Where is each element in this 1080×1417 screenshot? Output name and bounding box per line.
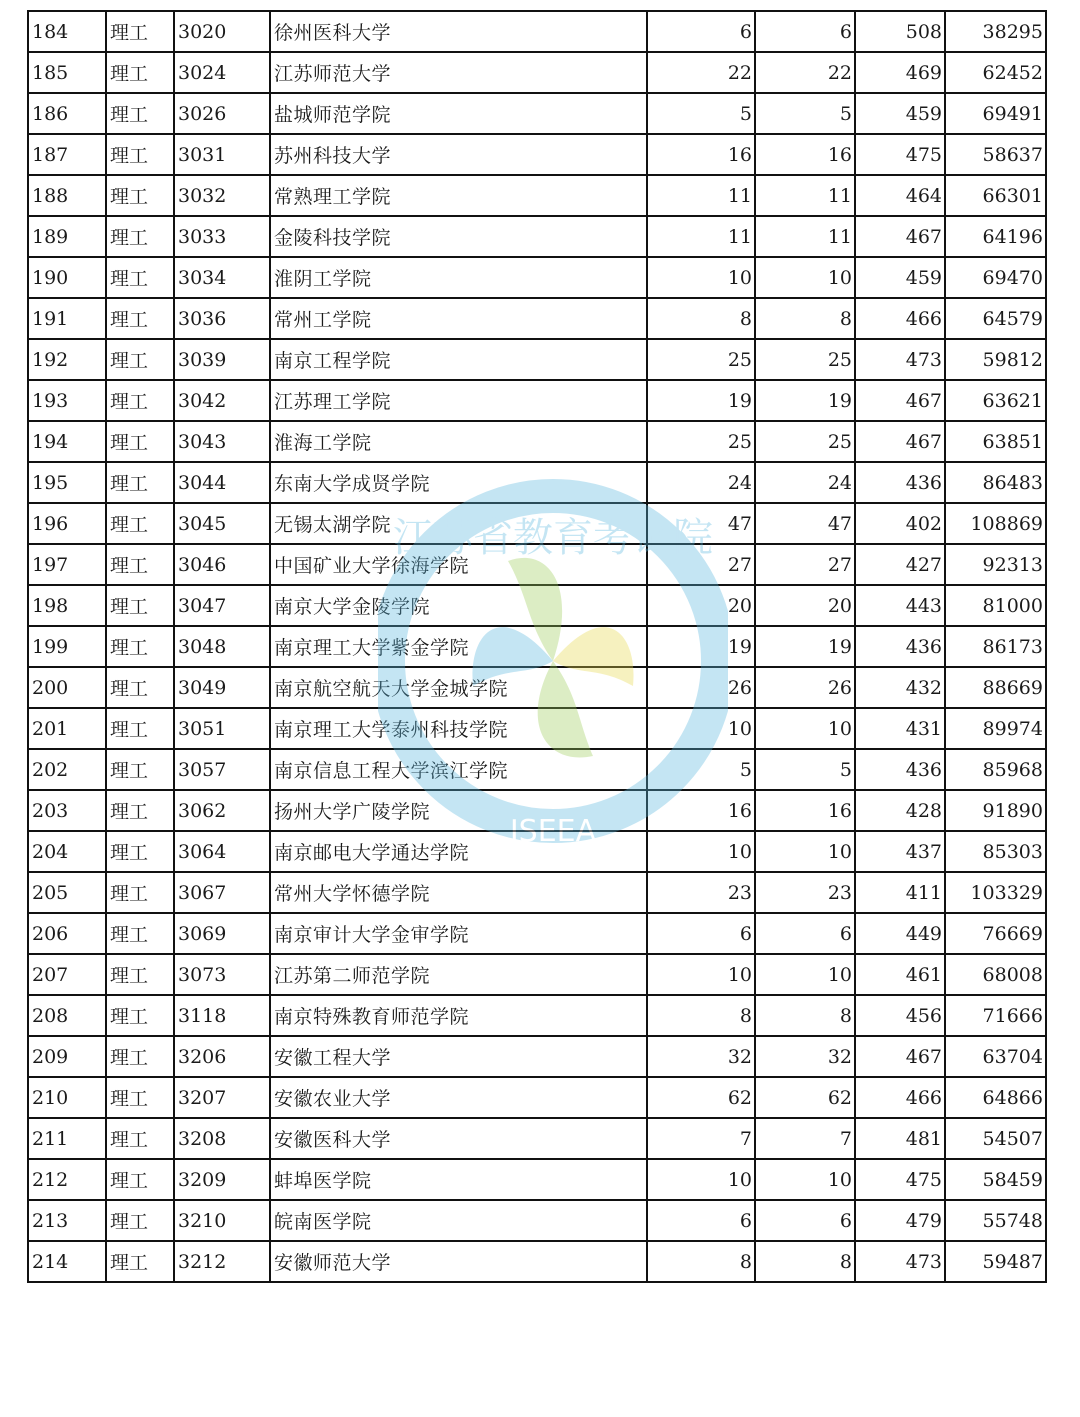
min-rank-cell: 38295 bbox=[945, 11, 1046, 52]
table-row bbox=[28, 667, 1046, 708]
min-score-cell: 473 bbox=[855, 1241, 945, 1282]
min-score-cell: 508 bbox=[855, 11, 945, 52]
min-rank-cell: 89974 bbox=[945, 708, 1046, 749]
table-row bbox=[28, 339, 1046, 380]
school-name-cell: 南京理工大学泰州科技学院 bbox=[270, 708, 647, 749]
enrolled-count-cell: 11 bbox=[755, 216, 855, 257]
plan-count-cell: 8 bbox=[647, 298, 755, 339]
plan-count-cell: 5 bbox=[647, 749, 755, 790]
plan-count-cell: 23 bbox=[647, 872, 755, 913]
table-row bbox=[28, 913, 1046, 954]
school-name-cell: 南京审计大学金审学院 bbox=[270, 913, 647, 954]
min-score-cell: 475 bbox=[855, 1159, 945, 1200]
school-code-cell: 3062 bbox=[174, 790, 270, 831]
min-score-cell: 466 bbox=[855, 298, 945, 339]
table-row bbox=[28, 216, 1046, 257]
school-name-cell: 皖南医学院 bbox=[270, 1200, 647, 1241]
row-index-cell: 202 bbox=[28, 749, 106, 790]
enrolled-count-cell: 10 bbox=[755, 1159, 855, 1200]
enrolled-count-cell: 16 bbox=[755, 790, 855, 831]
enrolled-count-cell: 10 bbox=[755, 257, 855, 298]
school-code-cell: 3043 bbox=[174, 421, 270, 462]
row-index-cell: 212 bbox=[28, 1159, 106, 1200]
min-score-cell: 402 bbox=[855, 503, 945, 544]
enrolled-count-cell: 5 bbox=[755, 93, 855, 134]
category-cell: 理工 bbox=[106, 1200, 174, 1241]
row-index-cell: 206 bbox=[28, 913, 106, 954]
school-code-cell: 3208 bbox=[174, 1118, 270, 1159]
school-code-cell: 3048 bbox=[174, 626, 270, 667]
enrolled-count-cell: 25 bbox=[755, 339, 855, 380]
enrolled-count-cell: 8 bbox=[755, 1241, 855, 1282]
plan-count-cell: 10 bbox=[647, 708, 755, 749]
plan-count-cell: 47 bbox=[647, 503, 755, 544]
school-name-cell: 南京工程学院 bbox=[270, 339, 647, 380]
row-index-cell: 187 bbox=[28, 134, 106, 175]
row-index-cell: 201 bbox=[28, 708, 106, 749]
school-code-cell: 3044 bbox=[174, 462, 270, 503]
enrolled-count-cell: 24 bbox=[755, 462, 855, 503]
table-row bbox=[28, 503, 1046, 544]
table-row bbox=[28, 872, 1046, 913]
category-cell: 理工 bbox=[106, 175, 174, 216]
table-row bbox=[28, 52, 1046, 93]
plan-count-cell: 19 bbox=[647, 626, 755, 667]
school-code-cell: 3020 bbox=[174, 11, 270, 52]
plan-count-cell: 6 bbox=[647, 913, 755, 954]
school-name-cell: 南京大学金陵学院 bbox=[270, 585, 647, 626]
category-cell: 理工 bbox=[106, 749, 174, 790]
category-cell: 理工 bbox=[106, 1077, 174, 1118]
table-row bbox=[28, 380, 1046, 421]
min-score-cell: 427 bbox=[855, 544, 945, 585]
admission-table bbox=[27, 10, 1047, 1283]
plan-count-cell: 6 bbox=[647, 1200, 755, 1241]
table-row bbox=[28, 585, 1046, 626]
category-cell: 理工 bbox=[106, 298, 174, 339]
min-rank-cell: 59812 bbox=[945, 339, 1046, 380]
school-code-cell: 3206 bbox=[174, 1036, 270, 1077]
school-name-cell: 常熟理工学院 bbox=[270, 175, 647, 216]
table-row bbox=[28, 134, 1046, 175]
min-rank-cell: 68008 bbox=[945, 954, 1046, 995]
min-rank-cell: 85303 bbox=[945, 831, 1046, 872]
min-rank-cell: 66301 bbox=[945, 175, 1046, 216]
category-cell: 理工 bbox=[106, 1241, 174, 1282]
category-cell: 理工 bbox=[106, 1036, 174, 1077]
enrolled-count-cell: 6 bbox=[755, 1200, 855, 1241]
school-code-cell: 3049 bbox=[174, 667, 270, 708]
plan-count-cell: 25 bbox=[647, 339, 755, 380]
plan-count-cell: 8 bbox=[647, 995, 755, 1036]
min-rank-cell: 63851 bbox=[945, 421, 1046, 462]
row-index-cell: 197 bbox=[28, 544, 106, 585]
row-index-cell: 188 bbox=[28, 175, 106, 216]
table-row bbox=[28, 1118, 1046, 1159]
category-cell: 理工 bbox=[106, 216, 174, 257]
category-cell: 理工 bbox=[106, 462, 174, 503]
plan-count-cell: 7 bbox=[647, 1118, 755, 1159]
row-index-cell: 198 bbox=[28, 585, 106, 626]
table-row bbox=[28, 175, 1046, 216]
row-index-cell: 207 bbox=[28, 954, 106, 995]
row-index-cell: 205 bbox=[28, 872, 106, 913]
row-index-cell: 209 bbox=[28, 1036, 106, 1077]
school-code-cell: 3051 bbox=[174, 708, 270, 749]
min-rank-cell: 63704 bbox=[945, 1036, 1046, 1077]
min-score-cell: 479 bbox=[855, 1200, 945, 1241]
school-name-cell: 南京理工大学紫金学院 bbox=[270, 626, 647, 667]
school-code-cell: 3045 bbox=[174, 503, 270, 544]
plan-count-cell: 10 bbox=[647, 831, 755, 872]
category-cell: 理工 bbox=[106, 544, 174, 585]
enrolled-count-cell: 10 bbox=[755, 708, 855, 749]
plan-count-cell: 26 bbox=[647, 667, 755, 708]
plan-count-cell: 24 bbox=[647, 462, 755, 503]
school-name-cell: 江苏第二师范学院 bbox=[270, 954, 647, 995]
school-name-cell: 扬州大学广陵学院 bbox=[270, 790, 647, 831]
plan-count-cell: 19 bbox=[647, 380, 755, 421]
plan-count-cell: 8 bbox=[647, 1241, 755, 1282]
admission-table-sheet bbox=[27, 10, 1045, 1283]
row-index-cell: 196 bbox=[28, 503, 106, 544]
table-row bbox=[28, 626, 1046, 667]
enrolled-count-cell: 27 bbox=[755, 544, 855, 585]
school-name-cell: 蚌埠医学院 bbox=[270, 1159, 647, 1200]
category-cell: 理工 bbox=[106, 790, 174, 831]
school-code-cell: 3067 bbox=[174, 872, 270, 913]
enrolled-count-cell: 26 bbox=[755, 667, 855, 708]
plan-count-cell: 20 bbox=[647, 585, 755, 626]
school-code-cell: 3031 bbox=[174, 134, 270, 175]
school-code-cell: 3069 bbox=[174, 913, 270, 954]
category-cell: 理工 bbox=[106, 380, 174, 421]
min-rank-cell: 63621 bbox=[945, 380, 1046, 421]
row-index-cell: 213 bbox=[28, 1200, 106, 1241]
enrolled-count-cell: 23 bbox=[755, 872, 855, 913]
min-score-cell: 436 bbox=[855, 749, 945, 790]
plan-count-cell: 10 bbox=[647, 257, 755, 298]
school-code-cell: 3064 bbox=[174, 831, 270, 872]
table-row bbox=[28, 544, 1046, 585]
min-rank-cell: 108869 bbox=[945, 503, 1046, 544]
min-score-cell: 469 bbox=[855, 52, 945, 93]
plan-count-cell: 32 bbox=[647, 1036, 755, 1077]
min-score-cell: 428 bbox=[855, 790, 945, 831]
min-rank-cell: 71666 bbox=[945, 995, 1046, 1036]
enrolled-count-cell: 8 bbox=[755, 298, 855, 339]
school-name-cell: 淮阴工学院 bbox=[270, 257, 647, 298]
category-cell: 理工 bbox=[106, 52, 174, 93]
school-name-cell: 安徽师范大学 bbox=[270, 1241, 647, 1282]
min-rank-cell: 58459 bbox=[945, 1159, 1046, 1200]
table-row bbox=[28, 749, 1046, 790]
category-cell: 理工 bbox=[106, 257, 174, 298]
category-cell: 理工 bbox=[106, 667, 174, 708]
table-row bbox=[28, 1241, 1046, 1282]
min-score-cell: 467 bbox=[855, 380, 945, 421]
row-index-cell: 208 bbox=[28, 995, 106, 1036]
table-row bbox=[28, 831, 1046, 872]
school-code-cell: 3039 bbox=[174, 339, 270, 380]
row-index-cell: 210 bbox=[28, 1077, 106, 1118]
category-cell: 理工 bbox=[106, 995, 174, 1036]
row-index-cell: 195 bbox=[28, 462, 106, 503]
enrolled-count-cell: 62 bbox=[755, 1077, 855, 1118]
row-index-cell: 184 bbox=[28, 11, 106, 52]
school-code-cell: 3033 bbox=[174, 216, 270, 257]
row-index-cell: 192 bbox=[28, 339, 106, 380]
category-cell: 理工 bbox=[106, 134, 174, 175]
table-row bbox=[28, 93, 1046, 134]
table-row bbox=[28, 1200, 1046, 1241]
school-code-cell: 3047 bbox=[174, 585, 270, 626]
enrolled-count-cell: 10 bbox=[755, 831, 855, 872]
school-code-cell: 3212 bbox=[174, 1241, 270, 1282]
min-rank-cell: 86173 bbox=[945, 626, 1046, 667]
min-rank-cell: 103329 bbox=[945, 872, 1046, 913]
plan-count-cell: 27 bbox=[647, 544, 755, 585]
table-row bbox=[28, 11, 1046, 52]
school-code-cell: 3042 bbox=[174, 380, 270, 421]
min-score-cell: 467 bbox=[855, 421, 945, 462]
min-score-cell: 411 bbox=[855, 872, 945, 913]
category-cell: 理工 bbox=[106, 339, 174, 380]
row-index-cell: 189 bbox=[28, 216, 106, 257]
school-code-cell: 3036 bbox=[174, 298, 270, 339]
enrolled-count-cell: 16 bbox=[755, 134, 855, 175]
school-code-cell: 3210 bbox=[174, 1200, 270, 1241]
school-name-cell: 无锡太湖学院 bbox=[270, 503, 647, 544]
min-rank-cell: 69491 bbox=[945, 93, 1046, 134]
table-row bbox=[28, 462, 1046, 503]
category-cell: 理工 bbox=[106, 831, 174, 872]
category-cell: 理工 bbox=[106, 708, 174, 749]
enrolled-count-cell: 47 bbox=[755, 503, 855, 544]
category-cell: 理工 bbox=[106, 1159, 174, 1200]
enrolled-count-cell: 6 bbox=[755, 913, 855, 954]
min-rank-cell: 55748 bbox=[945, 1200, 1046, 1241]
min-score-cell: 481 bbox=[855, 1118, 945, 1159]
school-name-cell: 常州工学院 bbox=[270, 298, 647, 339]
category-cell: 理工 bbox=[106, 872, 174, 913]
table-row bbox=[28, 1159, 1046, 1200]
watermark-abbr: JSEEA bbox=[509, 814, 597, 849]
school-name-cell: 江苏师范大学 bbox=[270, 52, 647, 93]
plan-count-cell: 6 bbox=[647, 11, 755, 52]
school-code-cell: 3118 bbox=[174, 995, 270, 1036]
min-rank-cell: 64196 bbox=[945, 216, 1046, 257]
row-index-cell: 191 bbox=[28, 298, 106, 339]
row-index-cell: 214 bbox=[28, 1241, 106, 1282]
school-name-cell: 安徽工程大学 bbox=[270, 1036, 647, 1077]
table-row bbox=[28, 790, 1046, 831]
school-code-cell: 3032 bbox=[174, 175, 270, 216]
table-row bbox=[28, 298, 1046, 339]
min-score-cell: 459 bbox=[855, 257, 945, 298]
enrolled-count-cell: 11 bbox=[755, 175, 855, 216]
table-row bbox=[28, 257, 1046, 298]
category-cell: 理工 bbox=[106, 93, 174, 134]
enrolled-count-cell: 25 bbox=[755, 421, 855, 462]
min-score-cell: 431 bbox=[855, 708, 945, 749]
min-rank-cell: 58637 bbox=[945, 134, 1046, 175]
min-score-cell: 461 bbox=[855, 954, 945, 995]
school-code-cell: 3024 bbox=[174, 52, 270, 93]
enrolled-count-cell: 19 bbox=[755, 380, 855, 421]
category-cell: 理工 bbox=[106, 585, 174, 626]
min-rank-cell: 59487 bbox=[945, 1241, 1046, 1282]
plan-count-cell: 10 bbox=[647, 1159, 755, 1200]
school-code-cell: 3209 bbox=[174, 1159, 270, 1200]
plan-count-cell: 11 bbox=[647, 216, 755, 257]
school-code-cell: 3026 bbox=[174, 93, 270, 134]
category-cell: 理工 bbox=[106, 11, 174, 52]
school-code-cell: 3034 bbox=[174, 257, 270, 298]
school-name-cell: 常州大学怀德学院 bbox=[270, 872, 647, 913]
row-index-cell: 190 bbox=[28, 257, 106, 298]
category-cell: 理工 bbox=[106, 954, 174, 995]
school-code-cell: 3073 bbox=[174, 954, 270, 995]
school-name-cell: 淮海工学院 bbox=[270, 421, 647, 462]
min-score-cell: 464 bbox=[855, 175, 945, 216]
school-name-cell: 南京航空航天大学金城学院 bbox=[270, 667, 647, 708]
plan-count-cell: 62 bbox=[647, 1077, 755, 1118]
table-row bbox=[28, 954, 1046, 995]
plan-count-cell: 25 bbox=[647, 421, 755, 462]
row-index-cell: 193 bbox=[28, 380, 106, 421]
table-row bbox=[28, 708, 1046, 749]
school-name-cell: 苏州科技大学 bbox=[270, 134, 647, 175]
row-index-cell: 185 bbox=[28, 52, 106, 93]
min-score-cell: 436 bbox=[855, 626, 945, 667]
min-rank-cell: 85968 bbox=[945, 749, 1046, 790]
min-rank-cell: 54507 bbox=[945, 1118, 1046, 1159]
enrolled-count-cell: 7 bbox=[755, 1118, 855, 1159]
category-cell: 理工 bbox=[106, 421, 174, 462]
table-body bbox=[28, 11, 1046, 1282]
school-code-cell: 3207 bbox=[174, 1077, 270, 1118]
school-name-cell: 中国矿业大学徐海学院 bbox=[270, 544, 647, 585]
min-rank-cell: 92313 bbox=[945, 544, 1046, 585]
table-row bbox=[28, 995, 1046, 1036]
plan-count-cell: 22 bbox=[647, 52, 755, 93]
row-index-cell: 200 bbox=[28, 667, 106, 708]
min-rank-cell: 86483 bbox=[945, 462, 1046, 503]
school-name-cell: 南京邮电大学通达学院 bbox=[270, 831, 647, 872]
enrolled-count-cell: 20 bbox=[755, 585, 855, 626]
min-rank-cell: 88669 bbox=[945, 667, 1046, 708]
min-score-cell: 456 bbox=[855, 995, 945, 1036]
school-name-cell: 安徽农业大学 bbox=[270, 1077, 647, 1118]
min-score-cell: 466 bbox=[855, 1077, 945, 1118]
school-name-cell: 盐城师范学院 bbox=[270, 93, 647, 134]
min-score-cell: 467 bbox=[855, 216, 945, 257]
min-score-cell: 449 bbox=[855, 913, 945, 954]
enrolled-count-cell: 8 bbox=[755, 995, 855, 1036]
table-row bbox=[28, 421, 1046, 462]
min-score-cell: 473 bbox=[855, 339, 945, 380]
row-index-cell: 211 bbox=[28, 1118, 106, 1159]
min-rank-cell: 91890 bbox=[945, 790, 1046, 831]
school-name-cell: 南京特殊教育师范学院 bbox=[270, 995, 647, 1036]
min-score-cell: 459 bbox=[855, 93, 945, 134]
min-score-cell: 436 bbox=[855, 462, 945, 503]
table-row bbox=[28, 1036, 1046, 1077]
table-row bbox=[28, 1077, 1046, 1118]
enrolled-count-cell: 5 bbox=[755, 749, 855, 790]
min-rank-cell: 62452 bbox=[945, 52, 1046, 93]
row-index-cell: 203 bbox=[28, 790, 106, 831]
row-index-cell: 194 bbox=[28, 421, 106, 462]
plan-count-cell: 5 bbox=[647, 93, 755, 134]
school-name-cell: 金陵科技学院 bbox=[270, 216, 647, 257]
enrolled-count-cell: 19 bbox=[755, 626, 855, 667]
school-name-cell: 江苏理工学院 bbox=[270, 380, 647, 421]
category-cell: 理工 bbox=[106, 626, 174, 667]
row-index-cell: 204 bbox=[28, 831, 106, 872]
school-name-cell: 安徽医科大学 bbox=[270, 1118, 647, 1159]
school-name-cell: 南京信息工程大学滨江学院 bbox=[270, 749, 647, 790]
min-rank-cell: 76669 bbox=[945, 913, 1046, 954]
plan-count-cell: 16 bbox=[647, 134, 755, 175]
min-score-cell: 437 bbox=[855, 831, 945, 872]
plan-count-cell: 10 bbox=[647, 954, 755, 995]
min-score-cell: 467 bbox=[855, 1036, 945, 1077]
enrolled-count-cell: 6 bbox=[755, 11, 855, 52]
plan-count-cell: 16 bbox=[647, 790, 755, 831]
plan-count-cell: 11 bbox=[647, 175, 755, 216]
enrolled-count-cell: 32 bbox=[755, 1036, 855, 1077]
min-score-cell: 475 bbox=[855, 134, 945, 175]
category-cell: 理工 bbox=[106, 1118, 174, 1159]
school-code-cell: 3057 bbox=[174, 749, 270, 790]
min-rank-cell: 64866 bbox=[945, 1077, 1046, 1118]
category-cell: 理工 bbox=[106, 503, 174, 544]
min-score-cell: 432 bbox=[855, 667, 945, 708]
row-index-cell: 186 bbox=[28, 93, 106, 134]
enrolled-count-cell: 22 bbox=[755, 52, 855, 93]
school-name-cell: 徐州医科大学 bbox=[270, 11, 647, 52]
row-index-cell: 199 bbox=[28, 626, 106, 667]
min-rank-cell: 81000 bbox=[945, 585, 1046, 626]
min-rank-cell: 69470 bbox=[945, 257, 1046, 298]
school-name-cell: 东南大学成贤学院 bbox=[270, 462, 647, 503]
min-rank-cell: 64579 bbox=[945, 298, 1046, 339]
enrolled-count-cell: 10 bbox=[755, 954, 855, 995]
school-code-cell: 3046 bbox=[174, 544, 270, 585]
category-cell: 理工 bbox=[106, 913, 174, 954]
min-score-cell: 443 bbox=[855, 585, 945, 626]
watermark-text: 江苏省教育考试院 bbox=[393, 515, 713, 561]
